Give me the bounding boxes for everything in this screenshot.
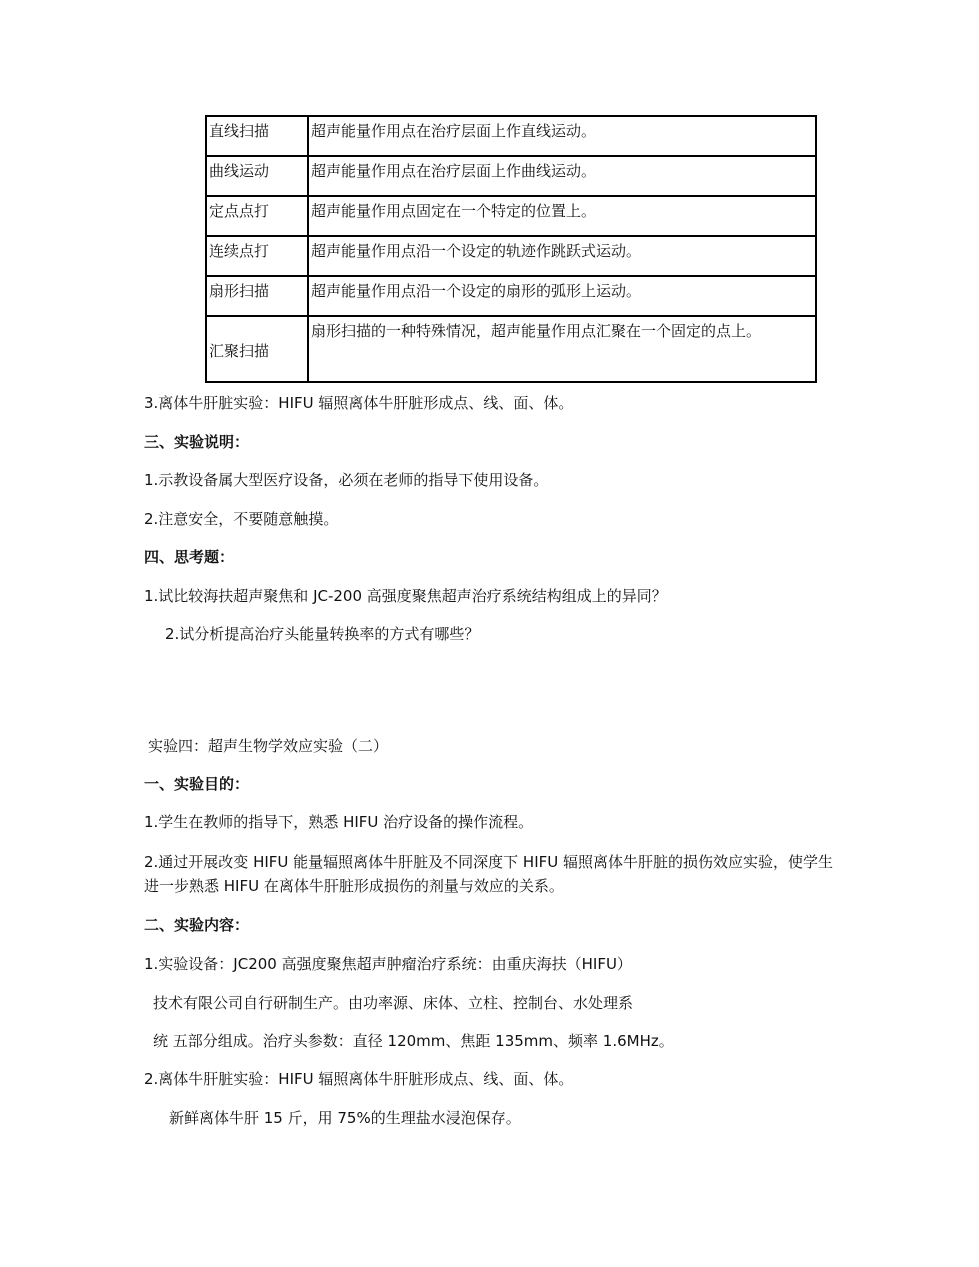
experiment-title: 实验四：超声生物学效应实验（二） <box>148 737 389 755</box>
table-row <box>206 316 816 382</box>
note-item-2: 2.注意安全，不要随意触摸。 <box>144 510 339 528</box>
table-cell-term: 连续点打 <box>206 236 308 276</box>
section-heading-purpose: 一、实验目的： <box>144 775 250 793</box>
table-cell-desc: 超声能量作用点沿一个设定的扇形的弧形上运动。 <box>308 276 816 316</box>
content-item-1-line-1: 1.实验设备：JC200 高强度聚焦超声肿瘤治疗系统：由重庆海扶（HIFU） <box>144 955 632 973</box>
content-item-2: 2.离体牛肝脏实验：HIFU 辐照离体牛肝脏形成点、线、面、体。 <box>144 1070 574 1088</box>
table-cell-term: 直线扫描 <box>206 116 308 156</box>
note-item-1: 1.示教设备属大型医疗设备，必须在老师的指导下使用设备。 <box>144 471 549 489</box>
table-cell-term: 汇聚扫描 <box>206 316 308 382</box>
table-cell-desc: 超声能量作用点在治疗层面上作曲线运动。 <box>308 156 816 196</box>
scan-mode-table <box>205 115 817 383</box>
purpose-item-2: 2.通过开展改变 HIFU 能量辐照离体牛肝脏及不同深度下 HIFU 辐照离体牛肝脏的损伤效应实验，使学生进一步熟悉 HIFU 在离体牛肝脏形成损伤的剂量与效应的关系。 <box>144 853 834 895</box>
table-cell-desc: 超声能量作用点沿一个设定的轨迹作跳跃式运动。 <box>308 236 816 276</box>
table-cell-term: 扇形扫描 <box>206 276 308 316</box>
question-item-2: 2.试分析提高治疗头能量转换率的方式有哪些？ <box>165 625 480 643</box>
section-heading-notes: 三、实验说明： <box>144 433 250 451</box>
table-row <box>206 116 816 156</box>
table-row <box>206 156 816 196</box>
table-cell-desc: 超声能量作用点固定在一个特定的位置上。 <box>308 196 816 236</box>
table-row <box>206 236 816 276</box>
purpose-item-1: 1.学生在教师的指导下，熟悉 HIFU 治疗设备的操作流程。 <box>144 813 534 831</box>
table-cell-desc: 超声能量作用点在治疗层面上作直线运动。 <box>308 116 816 156</box>
table-cell-term: 曲线运动 <box>206 156 308 196</box>
section-heading-content: 二、实验内容： <box>144 916 250 934</box>
section-heading-questions: 四、思考题： <box>144 548 235 566</box>
content-item-3: 新鲜离体牛肝 15 斤，用 75%的生理盐水浸泡保存。 <box>169 1109 521 1127</box>
table-cell-term: 定点点打 <box>206 196 308 236</box>
content-item-1-line-2: 技术有限公司自行研制生产。由功率源、床体、立柱、控制台、水处理系 <box>153 994 634 1012</box>
experiment-item-3: 3.离体牛肝脏实验：HIFU 辐照离体牛肝脏形成点、线、面、体。 <box>144 394 574 412</box>
table-row <box>206 276 816 316</box>
content-item-1-line-3: 统 五部分组成。治疗头参数：直径 120mm、焦距 135mm、频率 1.6MHz。 <box>153 1032 674 1050</box>
question-item-1: 1.试比较海扶超声聚焦和 JC-200 高强度聚焦超声治疗系统结构组成上的异同？ <box>144 587 667 605</box>
table-row <box>206 196 816 236</box>
table-cell-desc: 扇形扫描的一种特殊情况，超声能量作用点汇聚在一个固定的点上。 <box>308 316 816 382</box>
